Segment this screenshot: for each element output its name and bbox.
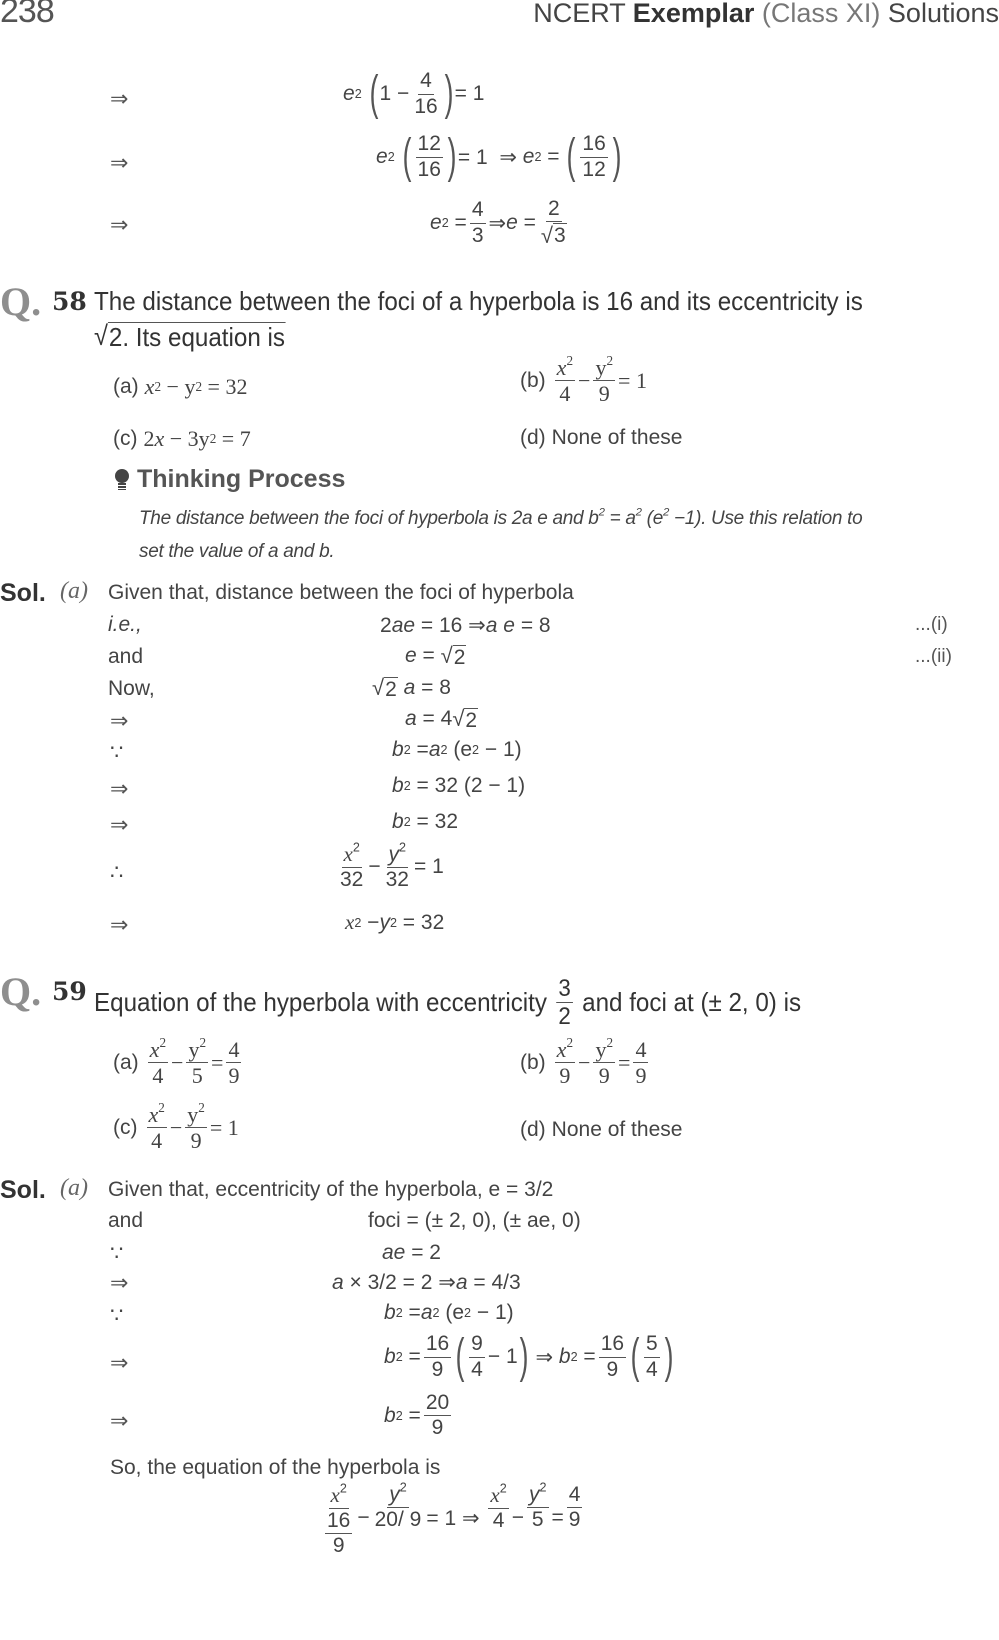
step-expr: b 2 = a 2 (e 2 − 1) bbox=[384, 1301, 514, 1324]
solution-intro: Given that, eccentricity of the hyperbola, e = 3/2 bbox=[108, 1178, 554, 1201]
implies-symbol: ⇒ bbox=[110, 212, 129, 237]
lightbulb-icon bbox=[115, 469, 129, 491]
question-text: The distance between the foci of a hyperbola is 16 and its eccentricity is bbox=[94, 286, 863, 316]
header-prefix: NCERT bbox=[533, 0, 626, 28]
question-text: Equation of the hyperbola with eccentricity $\frac{3}{2}$ and foci at (± 2, 0) is bbox=[94, 975, 802, 1031]
implies-symbol: ⇒ bbox=[110, 776, 129, 801]
question-text-line2: √ 2. Its equation is bbox=[94, 320, 285, 353]
step-expr: b 2 = $\frac{16}{9}$ ( $\frac{9}{4}$ − 1 ) ⇒ b 2 = $\frac{16}{9}$ ( $\frac{5}{4}$ ) bbox=[384, 1330, 674, 1383]
implies-symbol: ⇒ bbox=[110, 1408, 129, 1433]
header-suffix: Solutions bbox=[887, 0, 999, 28]
step-expr: b 2 = 32 (2 − 1) bbox=[392, 774, 526, 797]
step-label: i.e., bbox=[108, 613, 142, 636]
equation-ref: ...(i) bbox=[915, 614, 948, 635]
solution-label: Sol. bbox=[0, 579, 46, 607]
running-header bbox=[533, 0, 999, 29]
step-expr: a = 4 √ 2 bbox=[405, 706, 478, 732]
option-a[interactable]: (a) $\frac{x^2}{4}$ − $\frac{y^2}{5}$ = $\frac{4}{9}$ bbox=[113, 1035, 240, 1089]
option-d[interactable]: (d) None of these bbox=[520, 1118, 683, 1141]
step-expr: a × 3/2 = 2 ⇒ a = 4/3 bbox=[332, 1270, 521, 1294]
solution-intro: Given that, distance between the foci of hyperbola bbox=[108, 581, 574, 604]
implies-symbol: ⇒ bbox=[110, 150, 129, 175]
implies-symbol: ⇒ bbox=[110, 1270, 129, 1295]
question-marker: Q. bbox=[0, 969, 42, 1014]
thinking-process-text: The distance between the foci of hyperbola is 2a e and $b^2 = a^2$ $(e^2 -1)$. Use this relation to bbox=[139, 506, 863, 529]
because-symbol: ∵ bbox=[110, 1304, 124, 1327]
step-expr: ae = 2 bbox=[382, 1241, 441, 1264]
header-class: (Class XI) bbox=[761, 0, 881, 28]
equation: e 2 ( $\frac{12}{16}$ ) = 1 ⇒ e 2 = ( $\frac{16}{12}$ ) bbox=[376, 130, 622, 183]
solution-label: Sol. bbox=[0, 1176, 46, 1204]
page-number: 238 bbox=[0, 0, 54, 30]
solution-answer: (a) bbox=[60, 578, 88, 604]
implies-symbol: ⇒ bbox=[110, 708, 129, 733]
step-label: and bbox=[108, 645, 144, 668]
option-c[interactable]: (c) 2 x − 3y 2 = 7 bbox=[113, 426, 251, 451]
step-label: and bbox=[108, 1209, 144, 1232]
equation-ref: ...(ii) bbox=[915, 646, 952, 667]
step-expr: b 2 = 32 bbox=[392, 810, 458, 833]
step-expr: 2 ae = 16 ⇒ a e = 8 bbox=[380, 613, 551, 637]
step-expr: b 2 = $\frac{20}{9}$ bbox=[384, 1391, 450, 1440]
step-expr: foci = (± 2, 0), (± ae, 0) bbox=[368, 1209, 581, 1232]
because-symbol: ∵ bbox=[110, 741, 124, 764]
implies-symbol: ⇒ bbox=[110, 1350, 129, 1375]
solution-answer: (a) bbox=[60, 1175, 88, 1201]
question-number: 58 bbox=[52, 287, 87, 316]
step-expr: e = √ 2 bbox=[405, 643, 466, 669]
thinking-process-heading: Thinking Process bbox=[115, 465, 345, 494]
equation: e 2 ( 1 − $\frac{4}{16}$ ) = 1 bbox=[343, 67, 485, 120]
implies-symbol: ⇒ bbox=[110, 912, 129, 937]
step-expr: √ 2 a = 8 bbox=[372, 675, 451, 701]
question-number: 59 bbox=[52, 977, 87, 1006]
thinking-process-text-line2: set the value of a and b. bbox=[139, 541, 335, 562]
because-symbol: ∵ bbox=[110, 1242, 124, 1265]
equation: e 2 = $\frac{4}{3}$ ⇒ e = 2 √ 3 bbox=[430, 197, 566, 248]
option-b[interactable]: (b) $\frac{x^2}{9}$ − $\frac{y^2}{9}$ = $\frac{4}{9}$ bbox=[520, 1035, 647, 1089]
solution-conclusion: So, the equation of the hyperbola is bbox=[110, 1456, 441, 1479]
option-c[interactable]: (c) $\frac{x^2}{4}$ − $\frac{y^2}{9}$ = 1 bbox=[113, 1100, 239, 1154]
step-expr: x 2 − y 2 = 32 bbox=[345, 910, 445, 934]
step-expr: $\frac{x^2}{32}$ − $\frac{y^2}{32}$ = 1 bbox=[340, 840, 444, 892]
therefore-symbol: ∴ bbox=[110, 861, 124, 884]
step-expr: b 2 = a 2 (e 2 − 1) bbox=[392, 738, 522, 761]
option-b[interactable]: (b) $\frac{x^2}{4}$ − $\frac{y^2}{9}$ = 1 bbox=[520, 353, 647, 407]
implies-symbol: ⇒ bbox=[110, 812, 129, 837]
option-a[interactable]: (a) x 2 − y 2 = 32 bbox=[113, 374, 248, 399]
implies-symbol: ⇒ bbox=[110, 86, 129, 111]
question-marker: Q. bbox=[0, 279, 42, 324]
option-d[interactable]: (d) None of these bbox=[520, 426, 683, 449]
final-equation: $\frac{x^2}{\frac{16}{9}}$ − $\frac{y^2}{20/ 9}$ = 1 ⇒ $\frac{x^2}{4}$ − $\frac{y^2}{5}$ = $\frac{4}{9}$ bbox=[327, 1480, 581, 1558]
header-bold: Exemplar bbox=[632, 0, 755, 28]
step-label: Now, bbox=[108, 677, 155, 700]
